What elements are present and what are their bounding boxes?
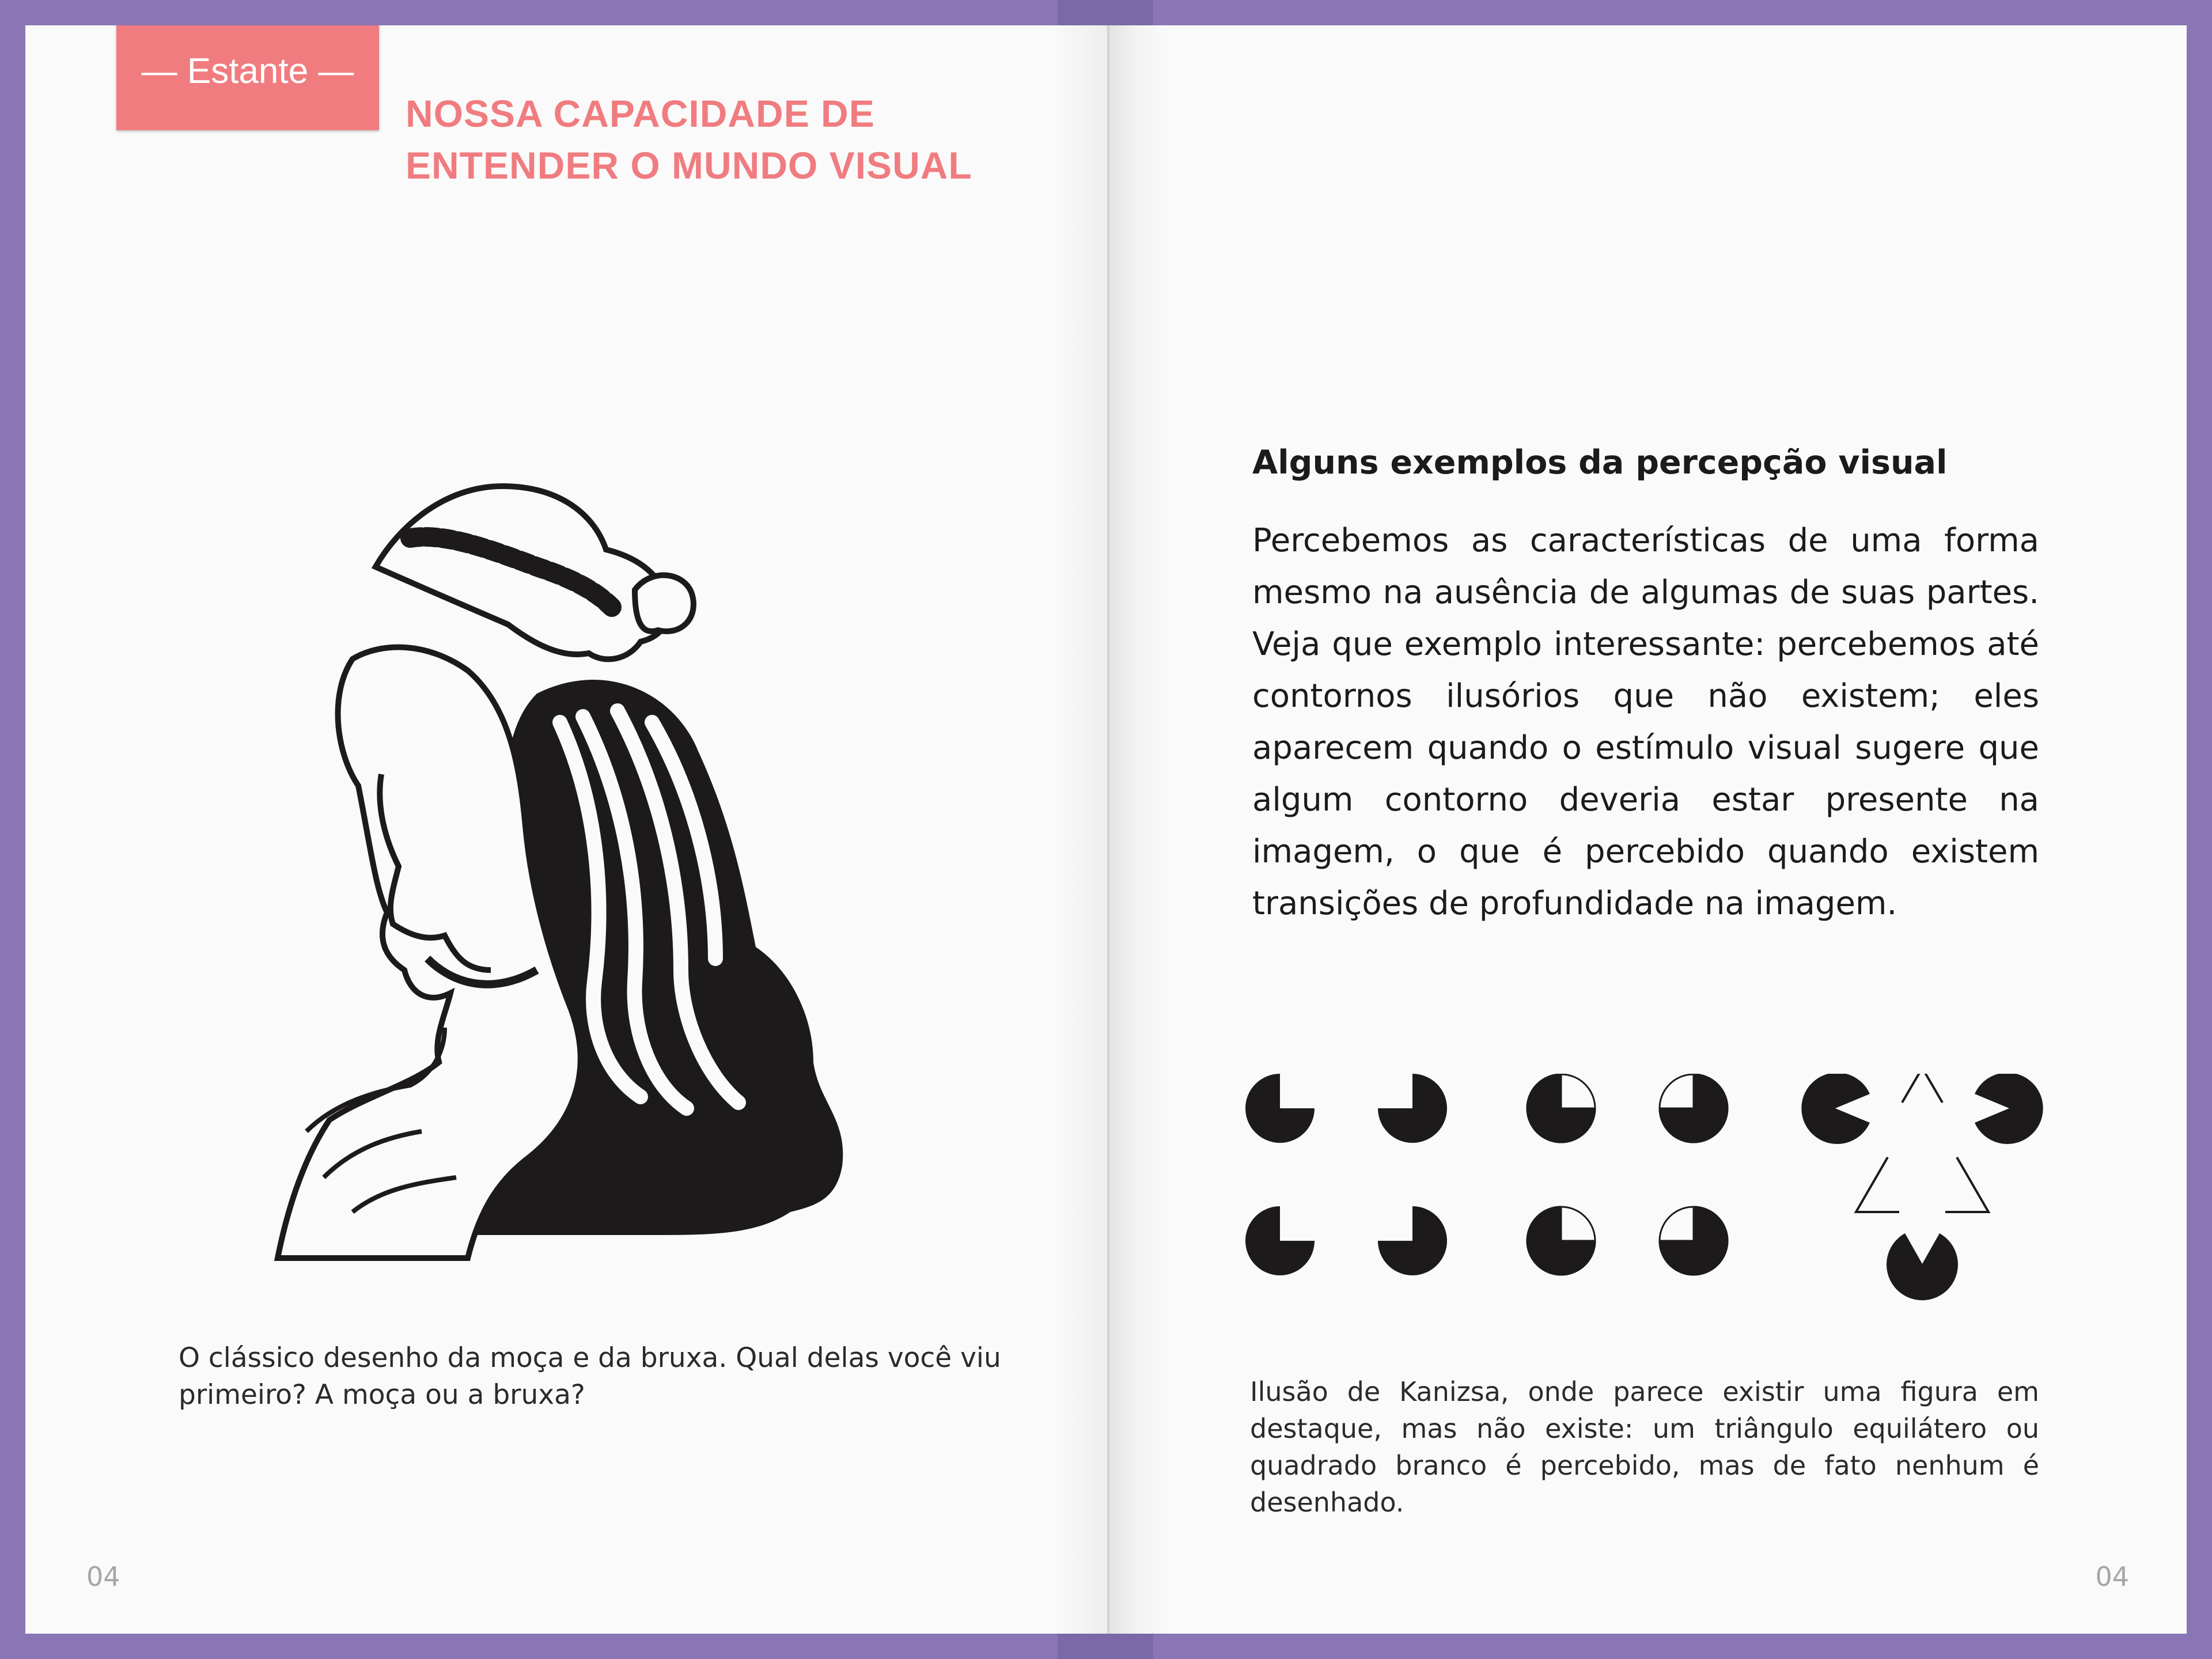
book-spine-bottom	[1058, 1634, 1153, 1659]
triangle-pacman-right	[1975, 1074, 2043, 1144]
triangle-outline-top	[1902, 1074, 1942, 1103]
pacman-top-left	[1245, 1074, 1315, 1143]
page-headline: NOSSA CAPACIDADE DE ENTENDER O MUNDO VISUAL	[406, 92, 972, 187]
triangle-outline-right	[1945, 1157, 1988, 1212]
pacman-bottom-right	[1378, 1206, 1447, 1275]
bonnet-bow	[635, 575, 694, 631]
young-woman-old-woman-illustration	[237, 452, 929, 1270]
page-number-left: 04	[86, 1561, 120, 1592]
triangle-pacman-bottom	[1887, 1233, 1958, 1300]
section-title: Alguns exemplos da percepção visual	[1252, 444, 1948, 482]
pacman-bottom-left	[1245, 1206, 1315, 1275]
bonnet	[376, 486, 668, 659]
body-paragraph: Percebemos as características de uma forma mesmo na ausência de algumas de suas partes. Veja que exemplo interessante: percebemos até contornos ilusórios que não existem; eles aparecem quando o estímulo visual sugere que algum contorno deveria estar presente na imagem, o que é percebido quando existem transições de profundidade na imagem.	[1252, 522, 2039, 922]
kanizsa-square-pacmen	[1245, 1074, 1447, 1275]
triangle-outline-left	[1856, 1157, 1899, 1212]
figure-caption: Ilusão de Kanizsa, onde parece existir uma figura em destaque, mas não existe: um triângulo equilátero ou quadrado branco é percebido, mas de fato nenhum é desenhado.	[1250, 1376, 2039, 1518]
kanizsa-triangle	[1801, 1074, 2043, 1300]
left-page	[25, 25, 1109, 1634]
pacman-top-right	[1378, 1074, 1447, 1143]
illustration-caption: O clássico desenho da moça e da bruxa. Qual delas você viu primeiro? A moça ou a bruxa?	[179, 1342, 1001, 1411]
kanizsa-illusion-figures	[1245, 1074, 2052, 1350]
page-number-right: 04	[2095, 1561, 2129, 1592]
kanizsa-square-outlined	[1527, 1074, 1728, 1275]
book-spine-top	[1058, 0, 1153, 25]
triangle-pacman-left	[1801, 1074, 1870, 1144]
section-tag: — Estante —	[116, 25, 379, 130]
right-page	[1109, 25, 2187, 1634]
